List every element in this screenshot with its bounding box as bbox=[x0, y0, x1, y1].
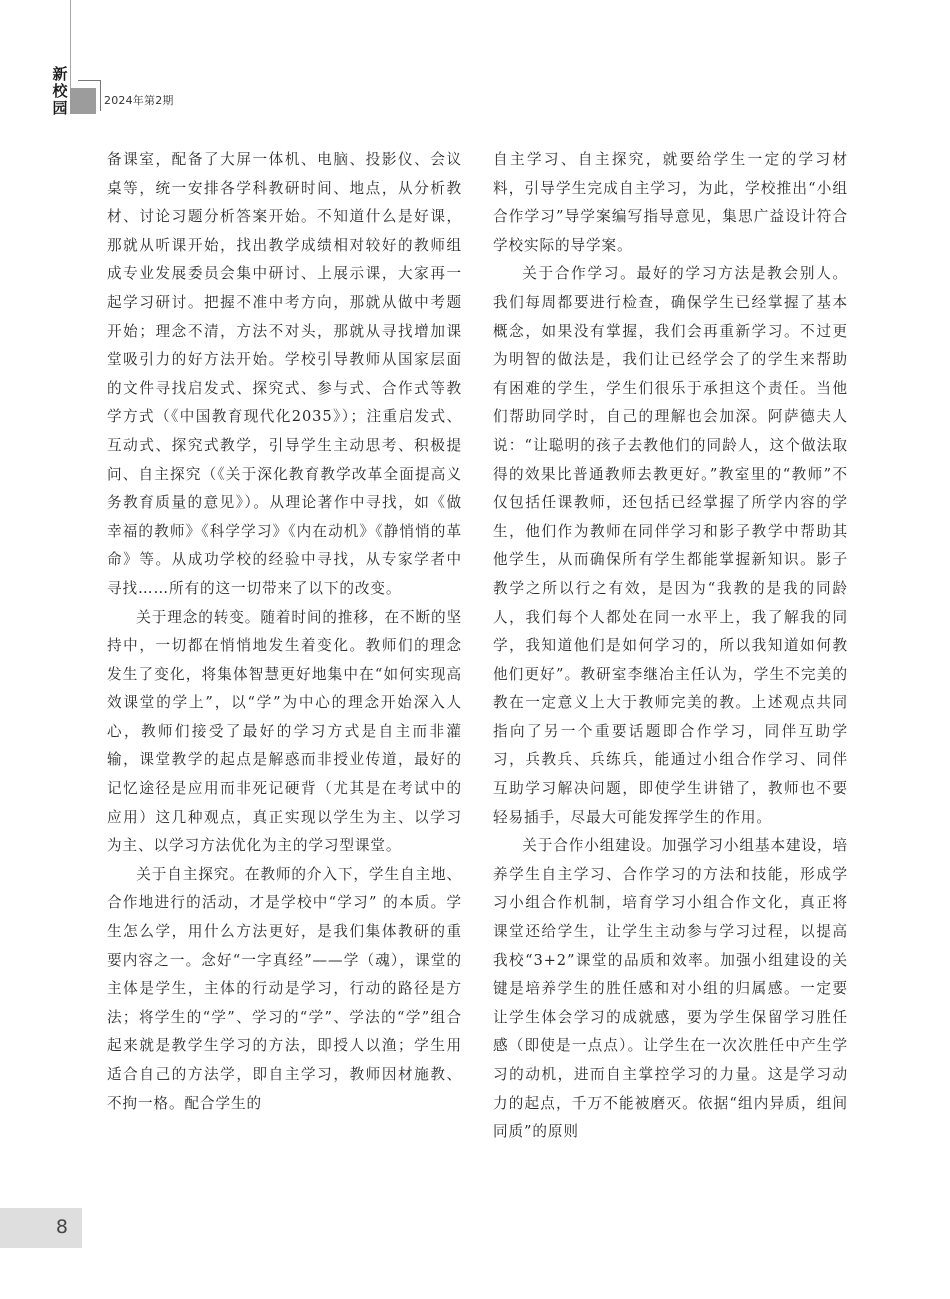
masthead-char: 校 bbox=[52, 82, 68, 100]
left-column bbox=[107, 146, 462, 1118]
paragraph: 备课室，配备了大屏一体机、电脑、投影仪、会议桌等，统一安排各学科教研时间、地点，从分析教材、讨论习题分析答案开始。不知道什么是好课，那就从听课开始，找出教学成绩相对较好的教师组成专业发展委员会集中研讨、上展示课，大家再一起学习研讨。把握不准中考方向，那就从做中考题开始；理念不清，方法不对头，那就从寻找增加课堂吸引力的好方法开始。学校引导教师从国家层面的文件寻找启发式、探究式、参与式、合作式等教学方式（《中国教育现代化2035》）；注重启发式、互动式、探究式教学，引导学生主动思考、积极提问、自主探究（《关于深化教育教学改革全面提高义务教育质量的意见》）。从理论著作中寻找，如《做幸福的教师》《科学学习》《内在动机》《静悄悄的革命》等。从成功学校的经验中寻找，从专家学者中寻找……所有的这一切带来了以下的改变。 bbox=[107, 151, 462, 597]
paragraph: 关于理念的转变。随着时间的推移，在不断的坚持中，一切都在悄悄地发生着变化。教师们的理念发生了变化，将集体智慧更好地集中在“如何实现高效课堂的学上”，以“学”为中心的理念开始深入人心，教师们接受了最好的学习方式是自主而非灌输，课堂教学的起点是解惑而非授业传道，最好的记忆途径是应用而非死记硬背（尤其是在考试中的应用）这几种观点，真正实现以学生为主、以学习为主、以学习方法优化为主的学习型课堂。 bbox=[107, 608, 462, 855]
paragraph: 关于合作学习。最好的学习方法是教会别人。 我们每周都要进行检查，确保学生已经掌握了基本概念，如果没有掌握，我们会再重新学习。不过更为明智的做法是，我们让已经学会了的学生来帮助有困难的学生，学生们很乐于承担这个责任。当他们帮助同学时，自己的理解也会加深。阿萨德夫人说：“让聪明的孩子去教他们的同龄人，这个做法取得的效果比普通教师去教更好。”教室里的“教师”不仅包括任课教师，还包括已经掌握了所学内容的学生，他们作为教师在同伴学习和影子教学中帮助其他学生，从而确保所有学生都能掌握新知识。影子教学之所以行之有效，是因为“我教的是我的同龄人，我们每个人都处在同一水平上，我了解我的同学，我知道他们是如何学习的，所以我知道如何教他们更好”。教研室李继冶主任认为，学生不完美的教在一定意义上大于教师完美的教。上述观点共同指向了另一个重要话题即合作学习，同伴互助学习，兵教兵、兵练兵，能通过小组合作学习、同伴互助学习解决问题，即使学生讲错了，教师也不要轻易插手，尽最大可能发挥学生的作用。 bbox=[493, 265, 848, 826]
header-corner-frame bbox=[78, 80, 101, 111]
paragraph: 关于自主探究。在教师的介入下，学生自主地、合作地进行的活动，才是学校中“学习” 的本质。学生怎么学，用什么方法更好，是我们集体教研的重要内容之一。念好“一字真经”——学（魂），课堂的主体是学生，主体的行动是学习，行动的路径是方法；将学生的“学”、学习的“学”、学法的“学”组合起来就是教学生学习的方法，即授人以渔；学生用适合自己的方法学，即自主学习，教师因材施教、不拘一格。配合学生的 bbox=[107, 865, 462, 1112]
masthead bbox=[50, 66, 70, 117]
masthead-char: 新 bbox=[52, 65, 68, 83]
issue-label: 2024年第2期 bbox=[104, 94, 174, 107]
paragraph: 自主学习、自主探究，就要给学生一定的学习材料，引导学生完成自主学习，为此，学校推出“小组合作学习”导学案编写指导意见，集思广益设计符合学校实际的导学案。 bbox=[493, 151, 848, 254]
paragraph: 关于合作小组建设。加强学习小组基本建设，培养学生自主学习、合作学习的方法和技能，形成学习小组合作机制，培育学习小组合作文化，真正将课堂还给学生，让学生主动参与学习过程，以提高我校“3+2”课堂的品质和效率。加强小组建设的关键是培养学生的胜任感和对小组的归属感。一定要让学生体会学习的成就感，要为学生保留学习胜任感（即使是一点点）。让学生在一次次胜任中产生学习的动机，进而自主掌控学习的力量。这是学习动力的起点，千万不能被磨灭。依据“组内异质，组间同质”的原则 bbox=[493, 837, 848, 1141]
page-number: 8 bbox=[55, 1216, 68, 1238]
masthead-char: 园 bbox=[52, 99, 68, 117]
right-column bbox=[493, 146, 848, 1147]
page-number-tab bbox=[0, 1208, 82, 1248]
